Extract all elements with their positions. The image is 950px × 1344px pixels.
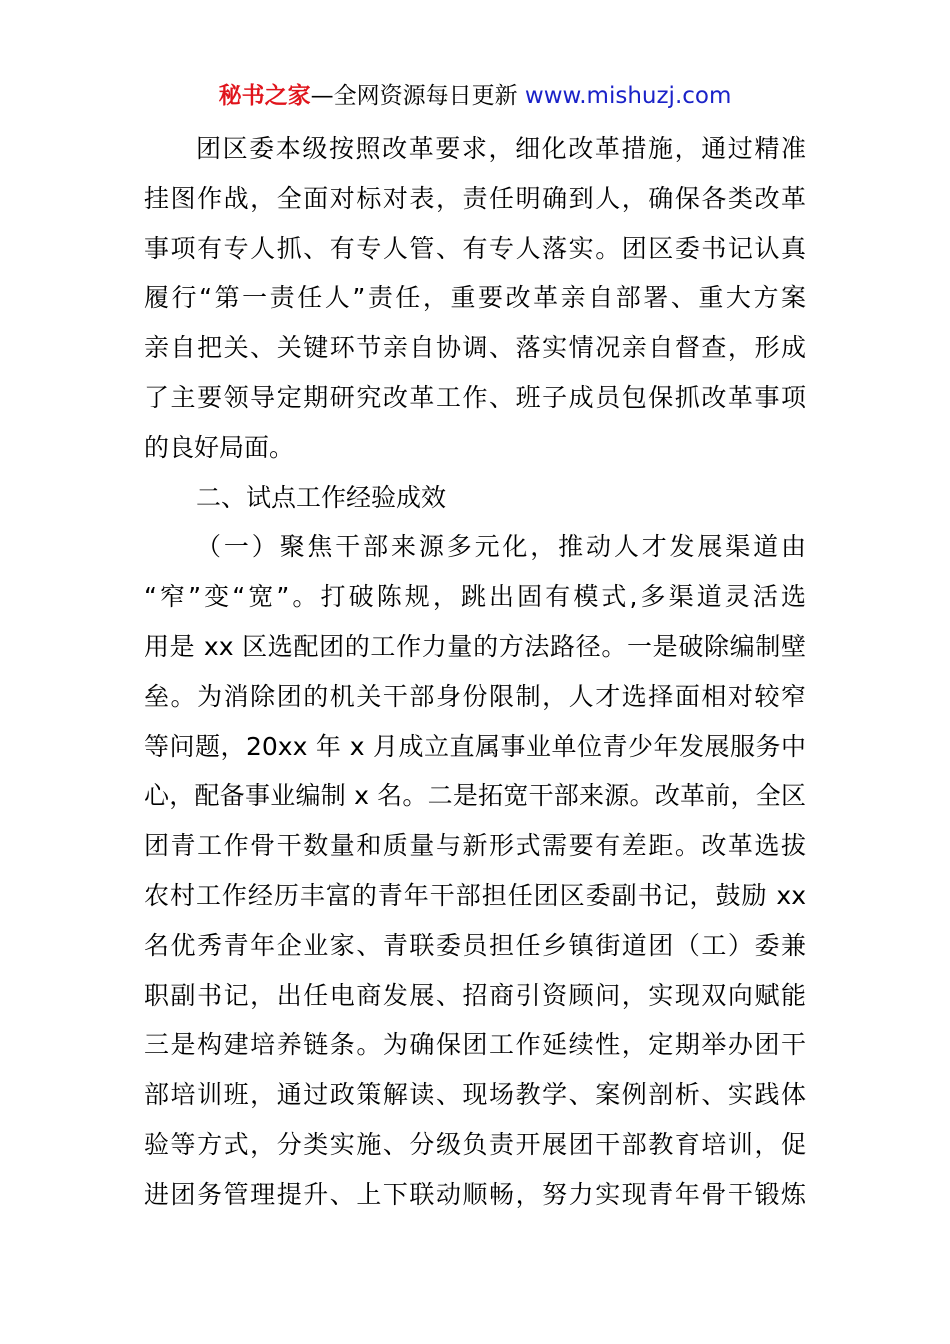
paragraph-line: 履行“第一责任人”责任，重要改革亲自部署、重大方案 xyxy=(144,283,806,313)
paragraph-line: 部培训班，通过政策解读、现场教学、案例剖析、实践体 xyxy=(144,1080,806,1110)
paragraph-line: 亲自把关、关键环节亲自协调、落实情况亲自督查，形成 xyxy=(144,333,806,363)
document-body xyxy=(144,124,806,1220)
paragraph-line: 团青工作骨干数量和质量与新形式需要有差距。改革选拔 xyxy=(144,831,806,861)
paragraph-line: 农村工作经历丰富的青年干部担任团区委副书记，鼓励 xx xyxy=(144,880,806,910)
paragraph-line: “窄”变“宽”。打破陈规，跳出固有模式,多渠道灵活选 xyxy=(144,582,806,612)
page-header xyxy=(0,80,950,112)
header-tagline: —全网资源每日更新 xyxy=(310,83,525,109)
header-url-link[interactable]: www.mishuzj.com xyxy=(524,83,732,109)
paragraph-line: 垒。为消除团的机关干部身份限制，人才选择面相对较窄 xyxy=(144,681,806,711)
paragraph-line: 等问题，20xx 年 x 月成立直属事业单位青少年发展服务中 xyxy=(144,731,806,761)
paragraph-line: 事项有专人抓、有专人管、有专人落实。团区委书记认真 xyxy=(144,233,806,263)
paragraph-line: 的良好局面。 xyxy=(144,432,295,462)
header-brand: 秘书之家 xyxy=(218,83,311,109)
paragraph-line: 了主要领导定期研究改革工作、班子成员包保抓改革事项 xyxy=(144,382,806,412)
section-heading: 二、试点工作经验成效 xyxy=(196,482,447,512)
paragraph-line: 职副书记，出任电商发展、招商引资顾问，实现双向赋能 xyxy=(144,980,806,1010)
paragraph-line: 用是 xx 区选配团的工作力量的方法路径。一是破除编制壁 xyxy=(144,631,806,661)
paragraph-line: 挂图作战，全面对标对表，责任明确到人，确保各类改革 xyxy=(144,183,806,213)
paragraph-line: 进团务管理提升、上下联动顺畅，努力实现青年骨干锻炼 xyxy=(144,1179,806,1209)
paragraph-line: 名优秀青年企业家、青联委员担任乡镇街道团（工）委兼 xyxy=(144,930,806,960)
paragraph-line: 三是构建培养链条。为确保团工作延续性，定期举办团干 xyxy=(144,1030,806,1060)
paragraph-line: 团区委本级按照改革要求，细化改革措施，通过精准 xyxy=(196,134,806,163)
paragraph-line: 心，配备事业编制 x 名。二是拓宽干部来源。改革前，全区 xyxy=(144,781,806,811)
paragraph-line: 验等方式，分类实施、分级负责开展团干部教育培训，促 xyxy=(144,1129,806,1159)
paragraph-line: （一）聚焦干部来源多元化，推动人才发展渠道由 xyxy=(196,532,806,562)
